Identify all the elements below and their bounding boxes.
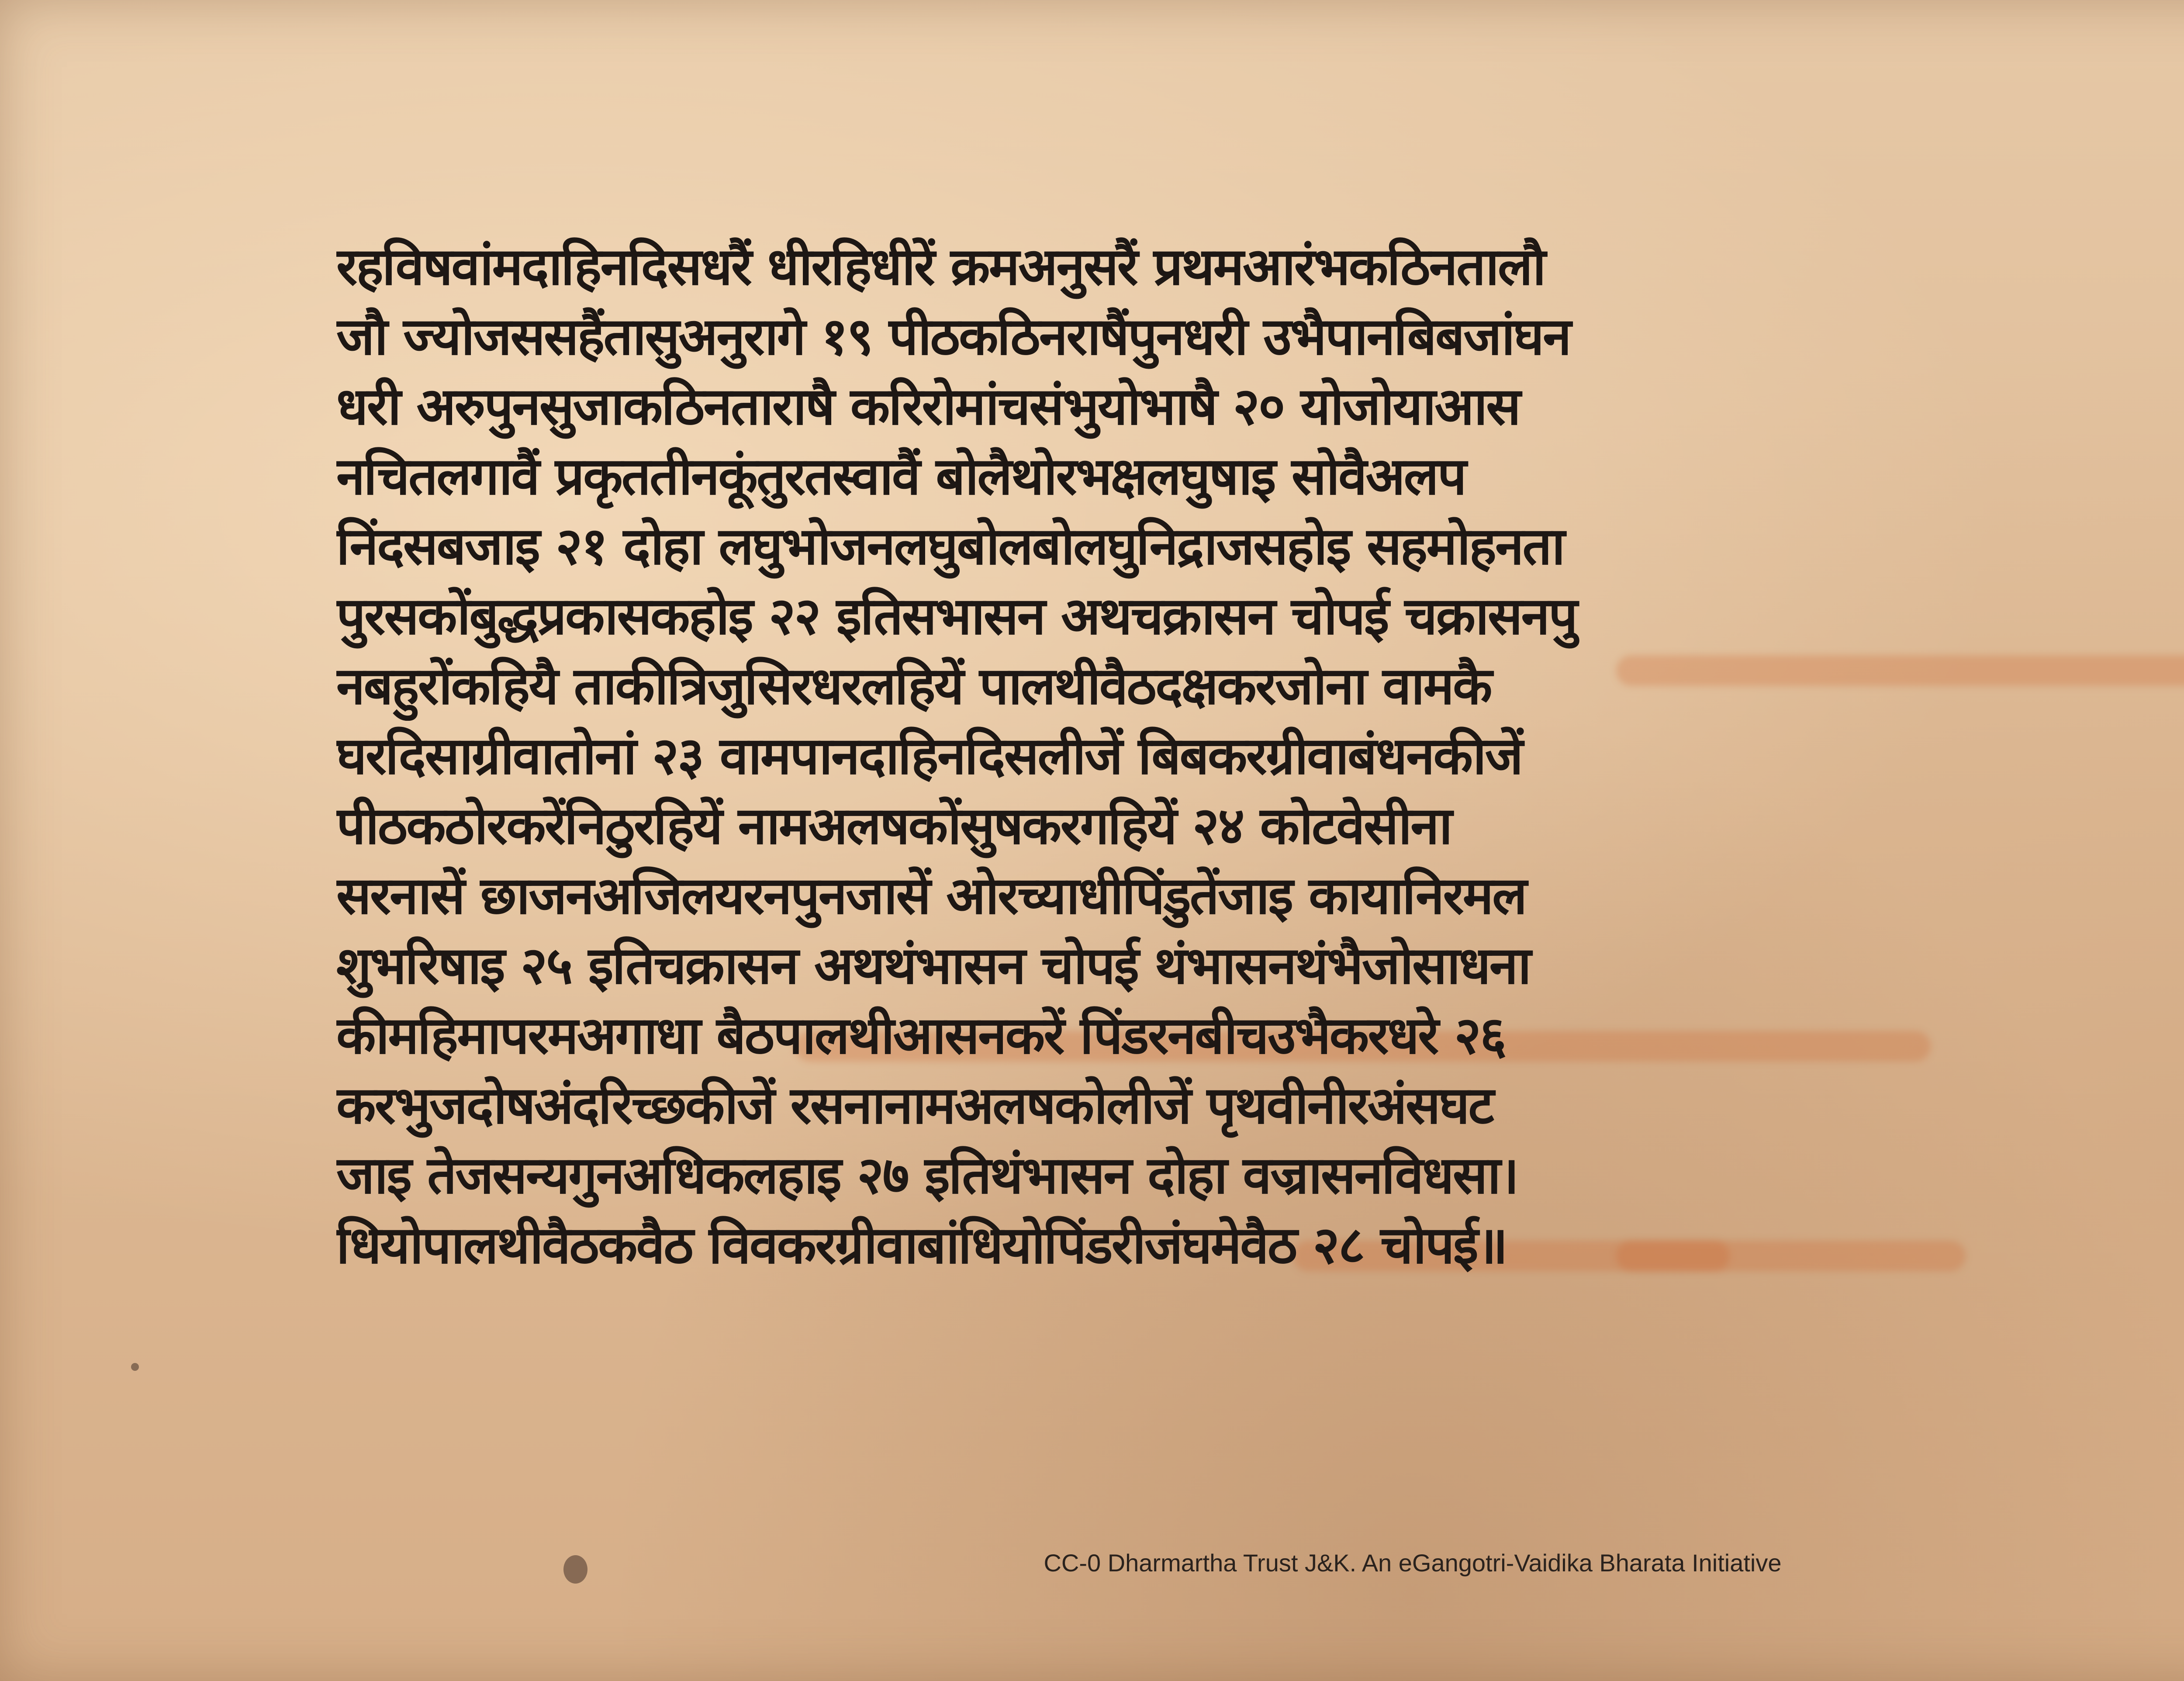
manuscript-line: निंदसबजाइ २१ दोहा लघुभोजनलघुबोलबोलघुनिद्राजसहोइ सहमोहनता bbox=[336, 516, 1564, 576]
manuscript-line: पीठकठोरकरेंनिठुरहियें नामअलषकोंसुषकरगहियें २४ कोटवेसीना bbox=[336, 796, 1451, 856]
manuscript-text-block bbox=[336, 232, 2184, 1280]
manuscript-line: जौ ज्योजससहैंतासुअनुरागे १९ पीठकठिनराषैंपुनधरी उभैपानबिबजांघन bbox=[336, 306, 1570, 367]
manuscript-line: सरनासें छाजनअजिलयरनपुनजासें ओरच्याधीपिंडुतेंजाइ कायानिरमल bbox=[336, 865, 1526, 926]
manuscript-line: करभुजदोषअंदरिच्छकीजें रसनानामअलषकोलीजें पृथवीनीरअंसघट bbox=[336, 1075, 1493, 1135]
manuscript-line: धरी अरुपुनसुजाकठिनताराषै करिरोमांचसंभुयोभाषै २० योजोयाआस bbox=[336, 376, 1520, 436]
manuscript-line: शुभरिषाइ २५ इतिचक्रासन अथथंभासन चोपई थंभासनथंभैजोसाधना bbox=[336, 935, 1530, 996]
manuscript-line: धियोपालथीवैठकवैठ विवकरग्रीवाबांधियोपिंडरीजंघमेवैठ २८ चोपई॥ bbox=[336, 1215, 1507, 1275]
manuscript-line: घरदिसाग्रीवातोनां २३ वामपानदाहिनदिसलीजें बिबकरग्रीवाबंधनकीजें bbox=[336, 726, 1522, 786]
manuscript-line: पुरसकोंबुद्धप्रकासकहोइ २२ इतिसभासन अथचक्रासन चोपई चक्रासनपु bbox=[336, 586, 1576, 646]
manuscript-line: रहविषवांमदाहिनदिसधरैं धीरहिधीरें क्रमअनुसरैं प्रथमआरंभकठिनतालौ bbox=[336, 236, 1545, 297]
archive-credit: CC-0 Dharmartha Trust J&K. An eGangotri-Vaidika Bharata Initiative bbox=[1044, 1549, 1782, 1577]
manuscript-line: कीमहिमापरमअगाधा बैठपालथीआसनकरें पिंडरनबीचउभैकरधरे २६ bbox=[336, 1005, 1506, 1065]
manuscript-line: नबहुरोंकहियै ताकीत्रिजुसिरधरलहियें पालथीवैठदक्षकरजोना वामकै bbox=[336, 656, 1491, 716]
manuscript-line: नचितलगावैं प्रकृततीनकूंतुरतस्वावैं बोलैथोरभक्षलघुषाइ सोवैअलप bbox=[336, 446, 1465, 506]
ink-stain bbox=[131, 1363, 139, 1371]
manuscript-line: जाइ तेजसन्यगुनअधिकलहाइ २७ इतिथंभासन दोहा वज्रासनविधसा। bbox=[336, 1145, 1518, 1205]
